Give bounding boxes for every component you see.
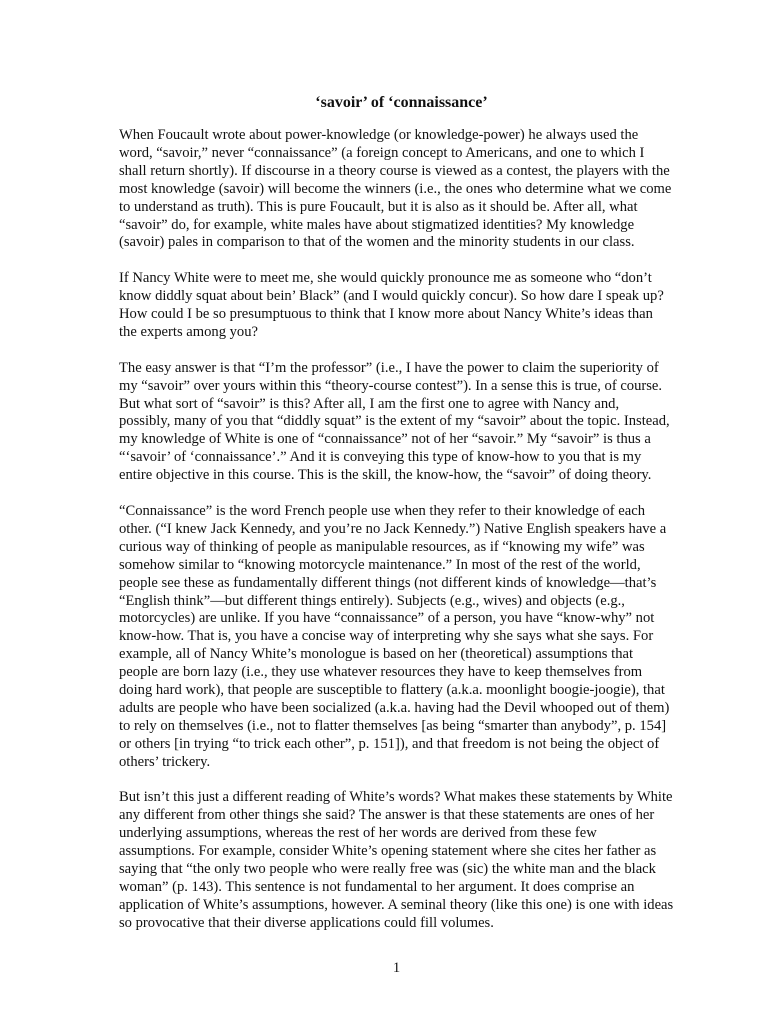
document-title: ‘savoir’ of ‘connaissance’: [315, 94, 488, 111]
paragraph-connaissance: “Connaissance” is the word French people use when they refer to their knowledge of each other. (“I knew Jack Kennedy, and you’re no Jack Kennedy.”) Native English speakers have a curious way of thinking of people as manipulable resources, as if “knowing my wife” was somehow similar to “knowing motorcycle maintenance.” In most of the rest of the world, people see these as fundamentally different things (not different kinds of knowledge—that’s “English think”—but different things entirely). Subjects (e.g., wives) and objects (e.g., motorcycles) are unlike. If you have “connaissance” of a person, you have “know-why” not know-how. That is, you have a concise way of interpreting why she says what she says. For example, all of Nancy White’s monologue is based on her (theoretical) assumptions that people are born lazy (i.e., they use whatever resources they have to keep themselves from doing hard work), that people are susceptible to flattery (a.k.a. moonlight boogie-joogie), that adults are people who have been socialized (a.k.a. having had the Devil whooped out of them) to rely on themselves (i.e., not to flatter themselves [as being “smarter than anybody”, p. 154] or others [in trying “to trick each other”, p. 151]), and that freedom is not being the object of others’ trickery.: [119, 502, 670, 770]
paragraph-nancy-white: If Nancy White were to meet me, she would quickly pronounce me as someone who “don’t know diddly squat about bein’ Black” (and I would quickly concur). So how dare I speak up? How could I be so presumptuous to think that I know more about Nancy White’s ideas than the experts among you?: [119, 270, 664, 340]
paragraph-foucault-savoir: When Foucault wrote about power-knowledge (or knowledge-power) he always used the word, “savoir,” never “connaissance” (a foreign concept to Americans, and one to which I shall return shortly). If discourse in a theory course is viewed as a contest, the players with the most knowledge (savoir) will become the winners (i.e., the ones who determine what we come to understand as truth). This is pure Foucault, but it is also as it should be. After all, what “savoir” do, for example, white males have about stigmatized identities? My knowledge (savoir) pales in comparison to that of the women and the minority students in our class.: [119, 127, 672, 251]
page-number: 1: [392, 960, 401, 976]
paragraph-different-reading: But isn’t this just a different reading of White’s words? What makes these statements by White any different from other things she said? The answer is that these statements are ones of her underlying assumptions, whereas the rest of her words are derived from these few assumptions. For example, consider White’s opening statement where she cites her father as saying that “the only two people who were really free was (sic) the white man and the black woman” (p. 143). This sentence is not fundamental to her argument. It does comprise an application of White’s assumptions, however. A seminal theory (like this one) is one with ideas so provocative that their diverse applications could fill volumes.: [119, 789, 674, 931]
paragraph-easy-answer: The easy answer is that “I’m the professor” (i.e., I have the power to claim the superiority of my “savoir” over yours within this “theory-course contest”). In a sense this is true, of course. But what sort of “savoir” is this? After all, I am the first one to agree with Nancy and, possibly, many of you that “diddly squat” is the extent of my “savoir” about the topic. Instead, my knowledge of White is one of “connaissance” not of her “savoir.” My “savoir” is thus a “‘savoir’ of ‘connaissance’.” And it is conveying this type of know-how to you that is my entire objective in this course. This is the skill, the know-how, the “savoir” of doing theory.: [119, 359, 670, 484]
